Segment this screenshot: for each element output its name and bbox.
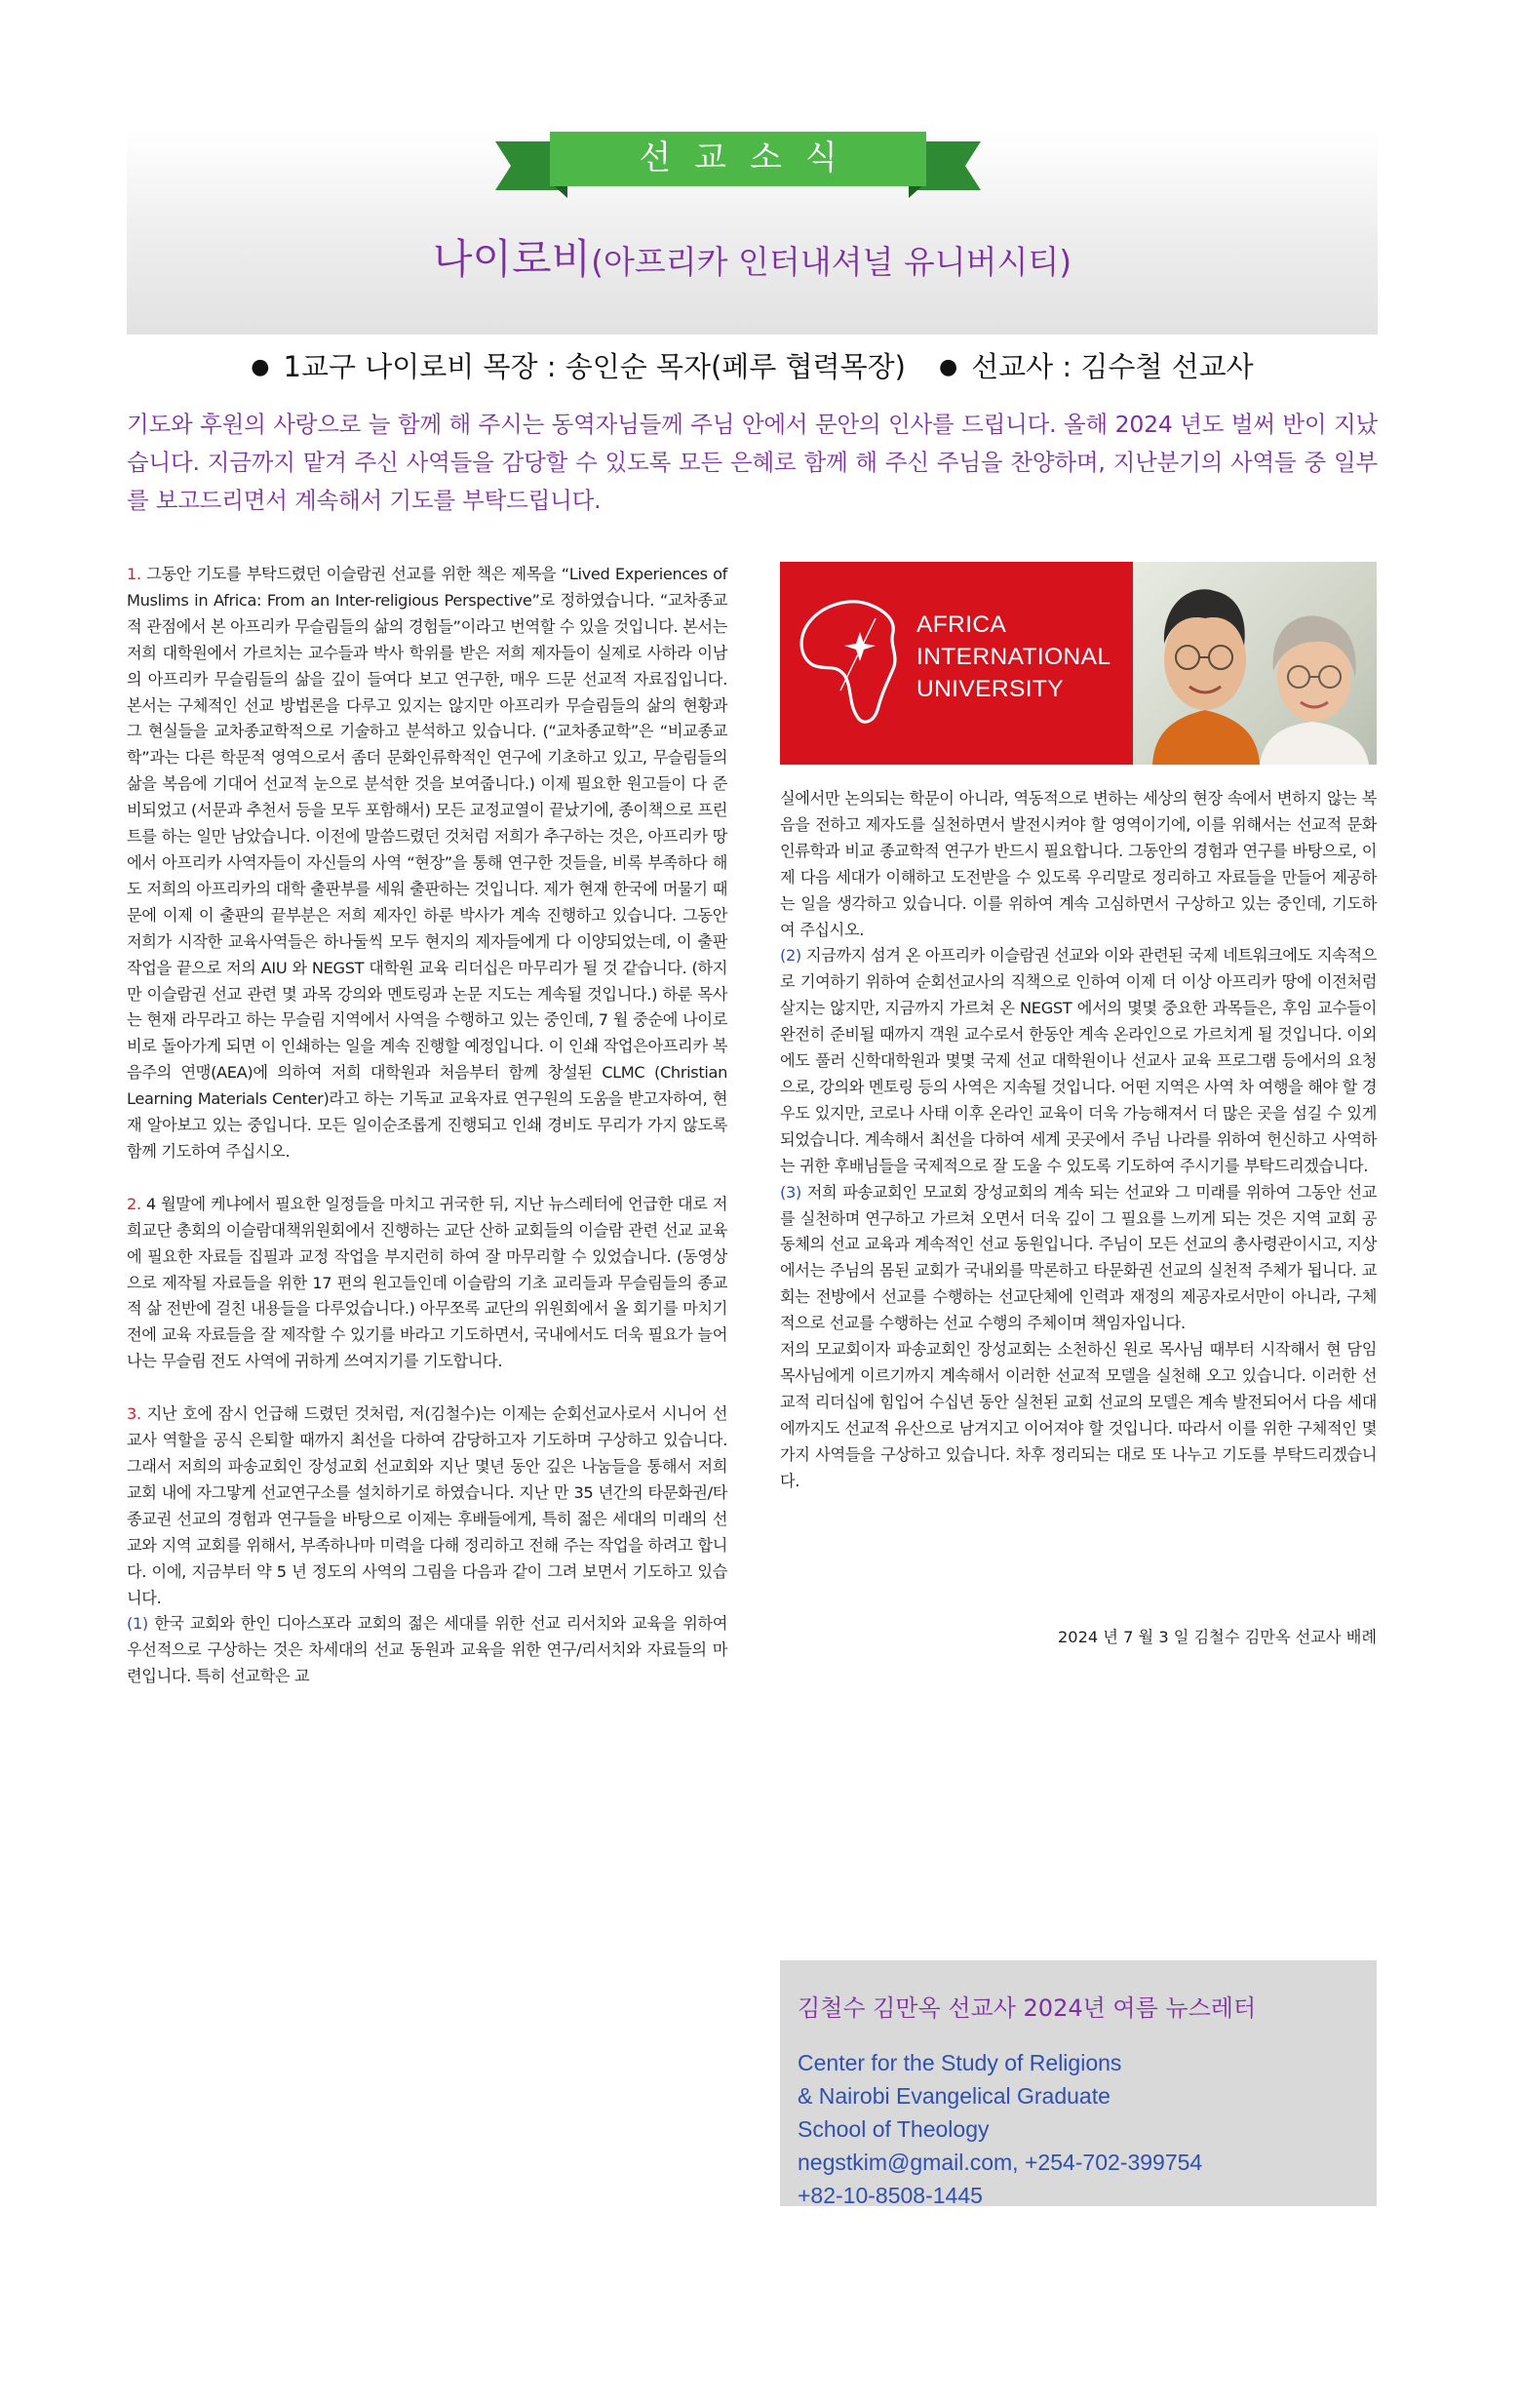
bullet-icon: ● xyxy=(938,355,958,379)
paragraph-text: 한국 교회와 한인 디아스포라 교회의 젊은 세대를 위한 선교 리서치와 교육을 위하여 우선적으로 구상하는 것은 차세대의 선교 동원과 교육을 위한 연구/리서치와 자료들의 마련입니다. 특히 선교학은 교 xyxy=(127,1614,728,1686)
paragraph-number: 3. xyxy=(127,1404,141,1424)
left-column xyxy=(127,562,727,1690)
header-photo xyxy=(780,562,1377,765)
page-title xyxy=(127,230,1378,297)
paragraph-text: 그동안 기도를 부탁드렸던 이슬람권 선교를 위한 책은 제목을 “Lived Experiences of Muslims in Africa: From an Inter-religious Perspective”로 정하였습니다. “교차종교적 관점에서 본 아프리카 무슬림들의 삶의 경험들”이라고 번역할 수 있을 것입니다. 본서는 저희 대학원에서 가르치는 교수들과 박사 학위를 받은 저희 제자들이 실제로 사하라 이남의 아프리카 무슬림들의 삶을 깊이 들여다 보고 연구한, 매우 드문 선교적 자료집입니다. 본서는 구체적인 선교 방법론을 다루고 있지는 않지만 아프리카 무슬림들의 삶의 현황과 그 현실들을 교차종교학적으로 기술하고 분석하고 있습니다. (“교차종교학”은 “비교종교학”과는 다른 학문적 영역으로서 좀더 문화인류학적인 연구에 기초하고 있고, 무슬림들의 삶을 복음에 기대어 선교적 눈으로 분석한 것을 보여줍니다.) 이제 필요한 원고들이 다 준비되었고 (서문과 추천서 등을 모두 포함해서) 모든 교정교열이 끝났기에, 종이책으로 프린트를 하는 일만 남았습니다. 이전에 말씀드렸던 것처럼 저희가 추구하는 것은, 아프리카 땅에서 아프리카 사역자들이 자신들의 사역 “현장”을 통해 연구한 것들을, 비록 부족하다 해도 저희의 아프리카의 대학 출판부를 세워 출판하는 것입니다. 제가 현재 한국에 머물기 때문에 이제 이 출판의 끝부분은 저희 제자인 하룬 박사가 계속 진행하고 있습니다. 그동안 저희가 시작한 교육사역들은 하나둘씩 모두 현지의 제자들에게 다 이양되었는데, 이 출판작업을 끝으로 저의 AIU 와 NEGST 대학원 교육 리더십은 마무리가 될 것 같습니다. (하지만 이슬람권 선교 관련 몇 과목 강의와 멘토링과 논문 지도는 계속될 것입니다.) 하룬 목사는 현재 라무라고 하는 무슬림 지역에서 사역을 수행하고 있는 중인데, 7 월 중순에 나이로비로 돌아가게 되면 이 인쇄하는 일을 계속 진행할 예정입니다. 이 인쇄 작업은아프리카 복음주의 연맹(AEA)에 의하여 저희 대학원과 처음부터 함께 창설된 CLMC (Christian Learning Materials Center)라고 하는 기독교 교육자료 연구원의 도움을 받고자하여, 현재 알아보고 있는 중입니다. 모든 일이순조롭게 진행되고 인쇄 경비도 무리가 가지 않도록 함께 기도하여 주십시오. xyxy=(127,565,728,1161)
paragraph-3-1-cont: 실에서만 논의되는 학문이 아니라, 역동적으로 변하는 세상의 현장 속에서 변하지 않는 복음을 전하고 제자도를 실천하면서 발전시켜야 할 영역이기에, 이를 위해서는 선교적 문화인류학과 비교 종교학적 연구가 반드시 필요합니다. 그동안의 경험과 연구를 바탕으로, 이제 다음 세대가 이해하고 도전받을 수 있도록 우리말로 정리하고 자료들을 만들어 제공하는 일을 생각하고 있습니다. 이를 위하여 계속 고심하면서 구상하고 있는 중인데, 기도하여 주십시오. xyxy=(780,789,1377,939)
contact-email-phone[interactable]: negstkim@gmail.com, +254-702-399754 xyxy=(798,2150,1203,2175)
paragraph-text: 저희 파송교회인 모교회 장성교회의 계속 되는 선교와 그 미래를 위하여 그동안 선교를 실천하며 연구하고 가르쳐 오면서 더욱 깊이 그 필요를 느끼게 되는 것은 지역 교회 공동체의 선교 교육과 계속적인 선교 동원입니다. 주님이 모든 선교의 총사령관이시고, 지상에서는 주님의 몸된 교회가 국내외를 막론하고 타문화권 선교의 실천적 주체가 됩니다. 교회는 전방에서 선교를 수행하는 선교단체에 인력과 재정의 제공자로서만이 아니라, 구체적으로 선교를 수행하는 선교 수행의 주체이며 책임자입니다. xyxy=(780,1182,1378,1333)
portrait-photo xyxy=(1133,562,1377,765)
paragraph-text: 지금까지 섬겨 온 아프리카 이슬람권 선교와 이와 관련된 국제 네트워크에도 지속적으로 기여하기 위하여 순회선교사의 직책으로 인하여 이제 더 이상 아프리카 땅에 이전처럼 살지는 않지만, 지금까지 가르쳐 온 NEGST 에서의 몇몇 중요한 과목들은, 후임 교수들이 완전히 준비될 때까지 객원 교수로서 한동안 계속 온라인으로 가르치게 될 것입니다. 이외에도 풀러 신학대학원과 몇몇 국제 선교 대학원이나 선교사 교육 프로그램 등에서의 요청으로, 강의와 멘토링 등의 사역은 지속될 것입니다. 어떤 지역은 사역 차 여행을 해야 할 경우도 있지만, 코로나 사태 이후 온라인 교육이 더욱 가능해져서 더 많은 곳을 섬길 수 있게 되었습니다. 계속해서 최선을 다하여 세계 곳곳에서 주님 나라를 위하여 헌신하고 사역하는 귀한 후배님들을 국제적으로 잘 도울 수 있도록 기도하여 주시기를 부탁드리겠습니다. xyxy=(780,946,1377,1175)
paragraph-3-2 xyxy=(780,943,1377,1179)
bullet-icon: ● xyxy=(251,355,270,379)
section-ribbon xyxy=(495,128,981,204)
title-sub: (아프리카 인터내셔널 유니버시티) xyxy=(591,243,1072,281)
paragraph-1 xyxy=(127,562,727,1165)
contact-lines xyxy=(798,2046,1202,2212)
right-column xyxy=(780,786,1377,1494)
paragraph-text: 지난 호에 잠시 언급해 드렸던 것처럼, 저(김철수)는 이제는 순회선교사로서 시니어 선교사 역할을 공식 은퇴할 때까지 최선을 다하여 감당하고자 기도하며 구상하고 있습니다. 그래서 저희의 파송교회인 장성교회 선교회와 지난 몇년 동안 깊은 나눔들을 통해서 저희 교회 내에 자그맣게 선교연구소를 설치하기로 하였습니다. 지난 만 35 년간의 타문화권/타종교권 선교의 경험과 연구들을 바탕으로 이제는 후배들에게, 특히 젊은 세대의 미래의 선교와 지역 교회를 위해서, 부족하나마 미력을 다해 정리하고 전해 주는 작업을 하려고 합니다. 이에, 지금부터 약 5 년 정도의 사역의 그림을 다음과 같이 그려 보면서 기도하고 있습니다. xyxy=(127,1404,727,1607)
aiu-line: INTERNATIONAL xyxy=(916,644,1111,670)
pastor-line xyxy=(127,343,1378,394)
paragraph-number: 2. xyxy=(127,1194,141,1213)
paragraph-number: (3) xyxy=(780,1182,801,1202)
paragraph-number: (1) xyxy=(127,1614,148,1634)
paragraph-number: (2) xyxy=(780,946,801,966)
aiu-logo xyxy=(780,562,1133,765)
aiu-line: AFRICA xyxy=(916,612,1007,638)
contact-line: & Nairobi Evangelical Graduate xyxy=(798,2083,1111,2109)
paragraph-3 xyxy=(127,1401,727,1611)
ribbon-label: 선교소식 xyxy=(639,138,861,178)
africa-emblem-icon xyxy=(780,562,916,765)
contact-box xyxy=(780,1960,1377,2206)
pastor-info: 1교구 나이로비 목장 : 송인순 목자(페루 협력목장) xyxy=(283,350,906,383)
newsletter-title: 김철수 김만옥 선교사 2024년 여름 뉴스레터 xyxy=(798,1994,1257,2022)
paragraph-text: 4 월말에 케냐에서 필요한 일정들을 마치고 귀국한 뒤, 지난 뉴스레터에 언급한 대로 저희교단 총회의 이슬람대책위원회에서 진행하는 교단 산하 교회들의 이슬람 관련 선교 교육에 필요한 자료들 집필과 교정 작업을 부지런히 하여 잘 마무리할 수 있었습니다. (동영상으로 제작될 자료들을 위한 17 편의 원고들인데 이슬람의 기초 교리들과 무슬림들의 종교적 삶 전반에 걸친 내용들을 다루었습니다.) 아무쪼록 교단의 위원회에서 올 회기를 마치기 전에 교육 자료들을 잘 제작할 수 있기를 바라고 기도하면서, 국내에서도 더욱 필요가 늘어나는 무슬림 전도 사역에 귀하게 쓰여지기를 기도합니다. xyxy=(127,1194,727,1371)
title-main: 나이로비 xyxy=(432,235,592,283)
intro-paragraph: 기도와 후원의 사랑으로 늘 함께 해 주시는 동역자님들께 주님 안에서 문안의 인사를 드립니다. 올해 2024 년도 벌써 반이 지났습니다. 지금까지 맡겨 주신 사역들을 감당할 수 있도록 모든 은혜로 함께 해 주신 주님을 찬양하며, 지난분기의 사역들 중 일부를 보고드리면서 계속해서 기도를 부탁드립니다. xyxy=(127,411,1378,514)
contact-line: School of Theology xyxy=(798,2116,990,2142)
contact-line: Center for the Study of Religions xyxy=(798,2050,1122,2075)
paragraph-3-1 xyxy=(127,1611,727,1690)
paragraph-3-4: 저의 모교회이자 파송교회인 장성교회는 소천하신 원로 목사님 때부터 시작해서 현 담임 목사님에게 이르기까지 계속해서 이러한 선교적 모델을 실천해 오고 있습니다. 이러한 선교적 리더십에 힘입어 수십년 동안 실천된 교회 선교의 모델은 계속 발전되어서 다음 세대에까지도 선교적 유산으로 남겨지고 이어져야 할 것입니다. 따라서 이를 위한 구체적인 몇가지 사역들을 구상하고 있습니다. 차후 정리되는 대로 또 나누고 기도를 부탁드리겠습니다. xyxy=(780,1340,1377,1490)
missionary-info: 선교사 : 김수철 선교사 xyxy=(971,350,1254,383)
paragraph-2 xyxy=(127,1192,727,1375)
paragraph-3-3 xyxy=(780,1180,1377,1337)
aiu-logo-text xyxy=(916,609,1111,705)
paragraph-number: 1. xyxy=(127,565,141,583)
couple-portrait-image xyxy=(1133,562,1377,765)
aiu-line: UNIVERSITY xyxy=(916,676,1065,702)
contact-phone[interactable]: +82-10-8508-1445 xyxy=(798,2183,983,2208)
dateline: 2024 년 7 월 3 일 김철수 김만옥 선교사 배례 xyxy=(1057,1628,1377,1646)
